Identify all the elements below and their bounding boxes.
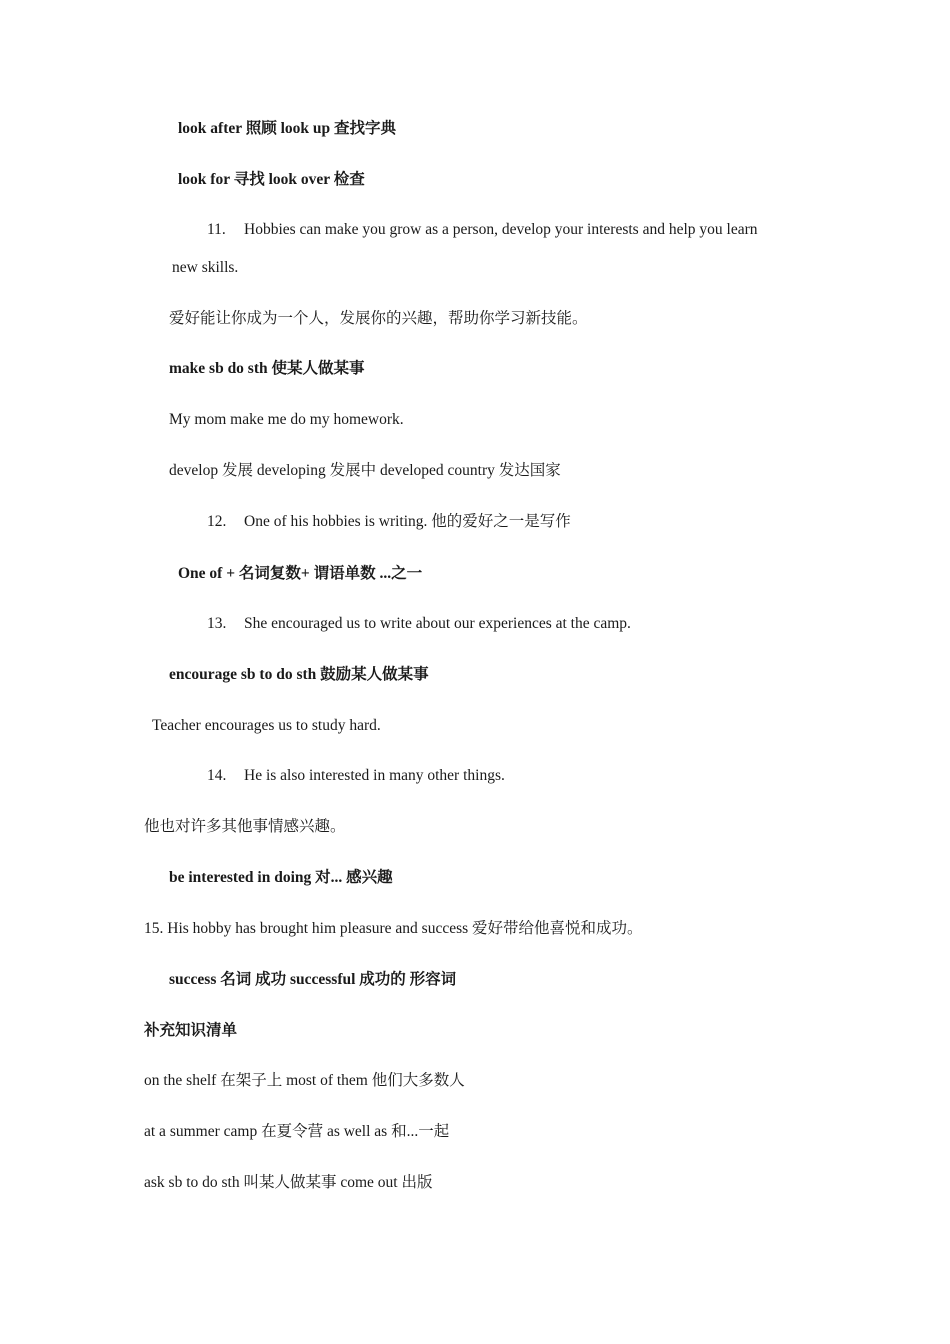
phrase-ask-sb: ask sb to do sth 叫某人做某事 come out 出版 — [144, 1174, 433, 1191]
sentence-11-continuation: new skills. — [172, 259, 239, 276]
item-number: 13. — [207, 615, 227, 632]
sentence-11-translation: 爱好能让你成为一个人，发展你的兴趣，帮助你学习新技能。 — [169, 310, 588, 327]
sentence-11 — [207, 220, 758, 240]
sentence-12 — [207, 512, 571, 532]
item-number: 11. — [207, 221, 226, 238]
item-number: 12. — [207, 513, 227, 530]
section-heading: 补充知识清单 — [144, 1022, 238, 1039]
sentence-13 — [207, 614, 631, 634]
phrase-summer-camp: at a summer camp 在夏令营 as well as 和...一起 — [144, 1123, 450, 1140]
sentence-15: 15. His hobby has brought him pleasure and success 爱好带给他喜悦和成功。 — [144, 920, 643, 937]
sentence-14-translation: 他也对许多其他事情感兴趣。 — [144, 818, 346, 835]
example-make: My mom make me do my homework. — [169, 411, 404, 428]
sentence-14 — [207, 766, 505, 786]
vocab-develop: develop 发展 developing 发展中 developed country 发达国家 — [169, 462, 561, 479]
phrase-look-for-look-over: look for 寻找 look over 检查 — [178, 171, 365, 188]
grammar-one-of: One of + 名词复数+ 谓语单数 ...之一 — [178, 565, 423, 582]
sentence-text: He is also interested in many other things. — [244, 767, 505, 784]
vocab-success: success 名词 成功 successful 成功的 形容词 — [169, 971, 457, 988]
phrase-look-after-look-up: look after 照顾 look up 查找字典 — [178, 120, 397, 137]
phrase-be-interested-in: be interested in doing 对... 感兴趣 — [169, 869, 393, 886]
phrase-on-the-shelf: on the shelf 在架子上 most of them 他们大多数人 — [144, 1072, 465, 1089]
example-encourage: Teacher encourages us to study hard. — [152, 717, 381, 734]
item-number: 14. — [207, 767, 227, 784]
sentence-text: Hobbies can make you grow as a person, develop your interests and help you learn — [244, 221, 758, 238]
sentence-text: She encouraged us to write about our experiences at the camp. — [244, 615, 631, 632]
phrase-make-sb-do-sth: make sb do sth 使某人做某事 — [169, 360, 365, 377]
phrase-encourage: encourage sb to do sth 鼓励某人做某事 — [169, 666, 429, 683]
sentence-text: One of his hobbies is writing. 他的爱好之一是写作 — [244, 513, 571, 530]
